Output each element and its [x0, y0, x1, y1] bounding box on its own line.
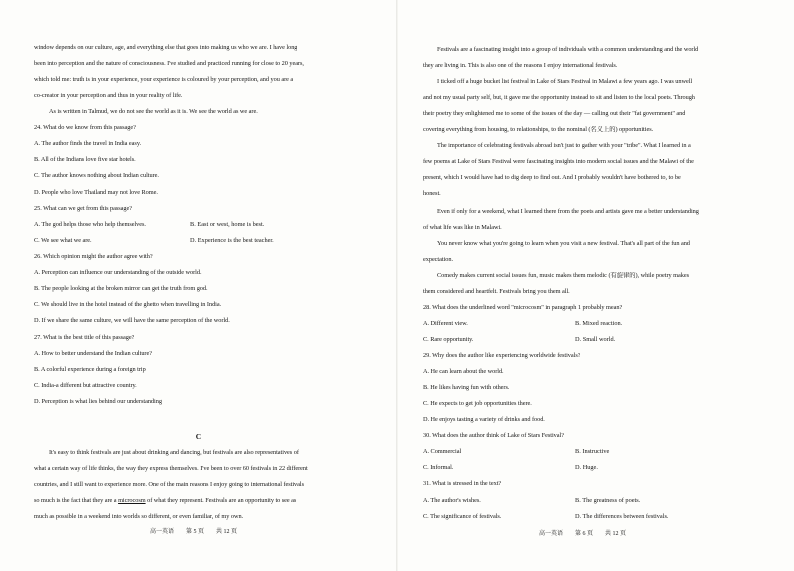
- q30-option-d[interactable]: D. Huge.: [575, 464, 598, 471]
- passage-line: As is written in Talmud, we do not see the world as it is. We see the world as we are.: [49, 108, 258, 115]
- passage-line: and not my usual party self, but, it gave me the opportunity instead to sit and listen to the local poets. Through: [423, 94, 695, 101]
- q31-option-a[interactable]: A. The author's wishes.: [423, 497, 481, 504]
- page-footer-left: [150, 528, 249, 536]
- question-30-stem: 30. What does the author think of Lake of Stars Festival?: [423, 432, 564, 439]
- text-segment: so much is the fact that they are a: [34, 497, 119, 504]
- q26-option-c[interactable]: C. We should live in the hotel instead of the ghetto when travelling in India.: [34, 301, 222, 308]
- passage-line: I ticked off a huge bucket list festival in Lake of Stars Festival in Malawi a few years ago. I was unwell: [437, 78, 693, 85]
- passage-line: You never know what you're going to learn when you visit a new festival. That's all part of the fun and: [437, 240, 690, 247]
- q29-option-c[interactable]: C. He expects to get job opportunities there.: [423, 400, 532, 407]
- q27-option-a[interactable]: A. How to better understand the Indian culture?: [34, 350, 152, 357]
- footer-total: 共 12 页: [216, 529, 238, 535]
- passage-line: them considered and heartfelt. Festivals bring you them all.: [423, 288, 570, 295]
- q31-option-c[interactable]: C. The significance of festivals.: [423, 513, 502, 520]
- section-c-heading: C: [195, 432, 202, 441]
- passage-line: covering everything from housing, to relationships, to the nominal (名义上的) opportunities.: [423, 126, 654, 133]
- q29-option-b[interactable]: B. He likes having fun with others.: [423, 384, 510, 391]
- q25-option-d[interactable]: D. Experience is the best teacher.: [190, 237, 274, 244]
- passage-line: Even if only for a weekend, what I learned there from the poets and artists gave me a better understanding: [437, 208, 699, 215]
- passage-line: of what life was like in Malawi.: [423, 224, 502, 231]
- footer-subject: 高一英语: [539, 531, 564, 537]
- q24-option-d[interactable]: D. People who love Thailand may not love Rome.: [34, 189, 158, 196]
- footer-page: 第 5 页: [186, 529, 205, 535]
- q28-option-b[interactable]: B. Mixed reaction.: [575, 320, 623, 327]
- passage-line: much as possible in a weekend into worlds so different, or even familiar, of my own.: [34, 513, 244, 520]
- question-29-stem: 29. Why does the author like experiencing worldwide festivals?: [423, 352, 581, 359]
- footer-total: 共 12 页: [605, 531, 627, 537]
- q24-option-b[interactable]: B. All of the Indians love five star hotels.: [34, 156, 136, 163]
- text-segment: of what they represent. Festivals are an opportunity to see as: [145, 497, 297, 504]
- q29-option-a[interactable]: A. He can learn about the world.: [423, 368, 504, 375]
- page-footer-right: [539, 530, 638, 538]
- q30-option-a[interactable]: A. Commercial: [423, 448, 462, 455]
- passage-line-microcosm: [34, 497, 296, 505]
- question-24-stem: 24. What do we know from this passage?: [34, 124, 136, 131]
- passage-line: few poems at Lake of Stars Festival were fascinating insights into modern social issues and the Malawi of the: [423, 158, 694, 165]
- q31-option-b[interactable]: B. The greatness of poets.: [575, 497, 641, 504]
- passage-line: been into perception and the nature of consciousness. I've studied and practiced running for close to 20 years,: [34, 60, 304, 67]
- q24-option-c[interactable]: C. The author knows nothing about Indian culture.: [34, 172, 159, 179]
- question-31-stem: 31. What is stressed in the text?: [423, 480, 502, 487]
- q25-option-b[interactable]: B. East or west, home is best.: [190, 221, 265, 228]
- footer-page: 第 6 页: [575, 531, 594, 537]
- passage-line: countries, and I still want to experience more. One of the main reasons I enjoy going to international festivals: [34, 481, 304, 488]
- q26-option-d[interactable]: D. If we share the same culture, we will have the same perception of the world.: [34, 317, 230, 324]
- passage-line: It's easy to think festivals are just about drinking and dancing, but festivals are also representatives of: [49, 449, 299, 456]
- q30-option-c[interactable]: C. Informal.: [423, 464, 454, 471]
- right-page: [397, 0, 794, 571]
- q24-option-a[interactable]: A. The author finds the travel in India easy.: [34, 140, 142, 147]
- passage-line: their poetry they enlightened me to some of the issues of the day — calling out their "fat government" and: [423, 110, 686, 117]
- q28-option-c[interactable]: C. Rare opportunity.: [423, 336, 474, 343]
- passage-line: present, which I would have had to dig deep to find out. And I probably wouldn't have bothered to, to be: [423, 174, 681, 181]
- q25-option-a[interactable]: A. The god helps those who help themselves.: [34, 221, 146, 228]
- q29-option-d[interactable]: D. He enjoys tasting a variety of drinks and food.: [423, 416, 545, 423]
- footer-subject: 高一英语: [150, 529, 175, 535]
- q27-option-c[interactable]: C. India-a different but attractive country.: [34, 382, 137, 389]
- q26-option-a[interactable]: A. Perception can influence our understanding of the outside world.: [34, 269, 202, 276]
- underlined-word-microcosm: microcosm: [118, 497, 146, 504]
- passage-line: which told me: truth is in your experience, your experience is coloured by your perception, and you are a: [34, 76, 294, 83]
- q30-option-b[interactable]: B. Instructive: [575, 448, 610, 455]
- q31-option-d[interactable]: D. The differences between festivals.: [575, 513, 669, 520]
- q28-option-d[interactable]: D. Small world.: [575, 336, 616, 343]
- passage-line: Comedy makes current social issues fun, music makes them melodic (有旋律的), while poetry makes: [437, 272, 689, 279]
- q28-option-a[interactable]: A. Different view.: [423, 320, 468, 327]
- passage-line: The importance of celebrating festivals abroad isn't just to gather with your "tribe". What I learned in a: [437, 142, 691, 149]
- q26-option-b[interactable]: B. The people looking at the broken mirror can get the truth from god.: [34, 285, 208, 292]
- question-27-stem: 27. What is the best title of this passage?: [34, 334, 135, 341]
- passage-line: they are living in. This is also one of the reasons I enjoy international festivals.: [423, 62, 618, 69]
- question-25-stem: 25. What can we get from this passage?: [34, 205, 133, 212]
- q27-option-d[interactable]: D. Perception is what lies behind our understanding: [34, 398, 162, 405]
- passage-line: Festivals are a fascinating insight into a group of individuals with a common understanding and the world: [437, 46, 699, 53]
- passage-line: expectation.: [423, 256, 453, 263]
- passage-line: window depends on our culture, age, and everything else that goes into making us who we are. I have long: [34, 44, 298, 51]
- q27-option-b[interactable]: B. A colorful experience during a foreign trip: [34, 366, 146, 373]
- q25-option-c[interactable]: C. We see what we are.: [34, 237, 92, 244]
- passage-line: co-creator in your perception and thus in your reality of life.: [34, 92, 183, 99]
- passage-line: what a certain way of life thinks, the way they express themselves. I've been to over 60 festivals in 22 different: [34, 465, 308, 472]
- question-28-stem: 28. What does the underlined word "microcosm" in paragraph 1 probably mean?: [423, 304, 623, 311]
- passage-line: honest.: [423, 190, 441, 197]
- question-26-stem: 26. Which opinion might the author agree with?: [34, 253, 153, 260]
